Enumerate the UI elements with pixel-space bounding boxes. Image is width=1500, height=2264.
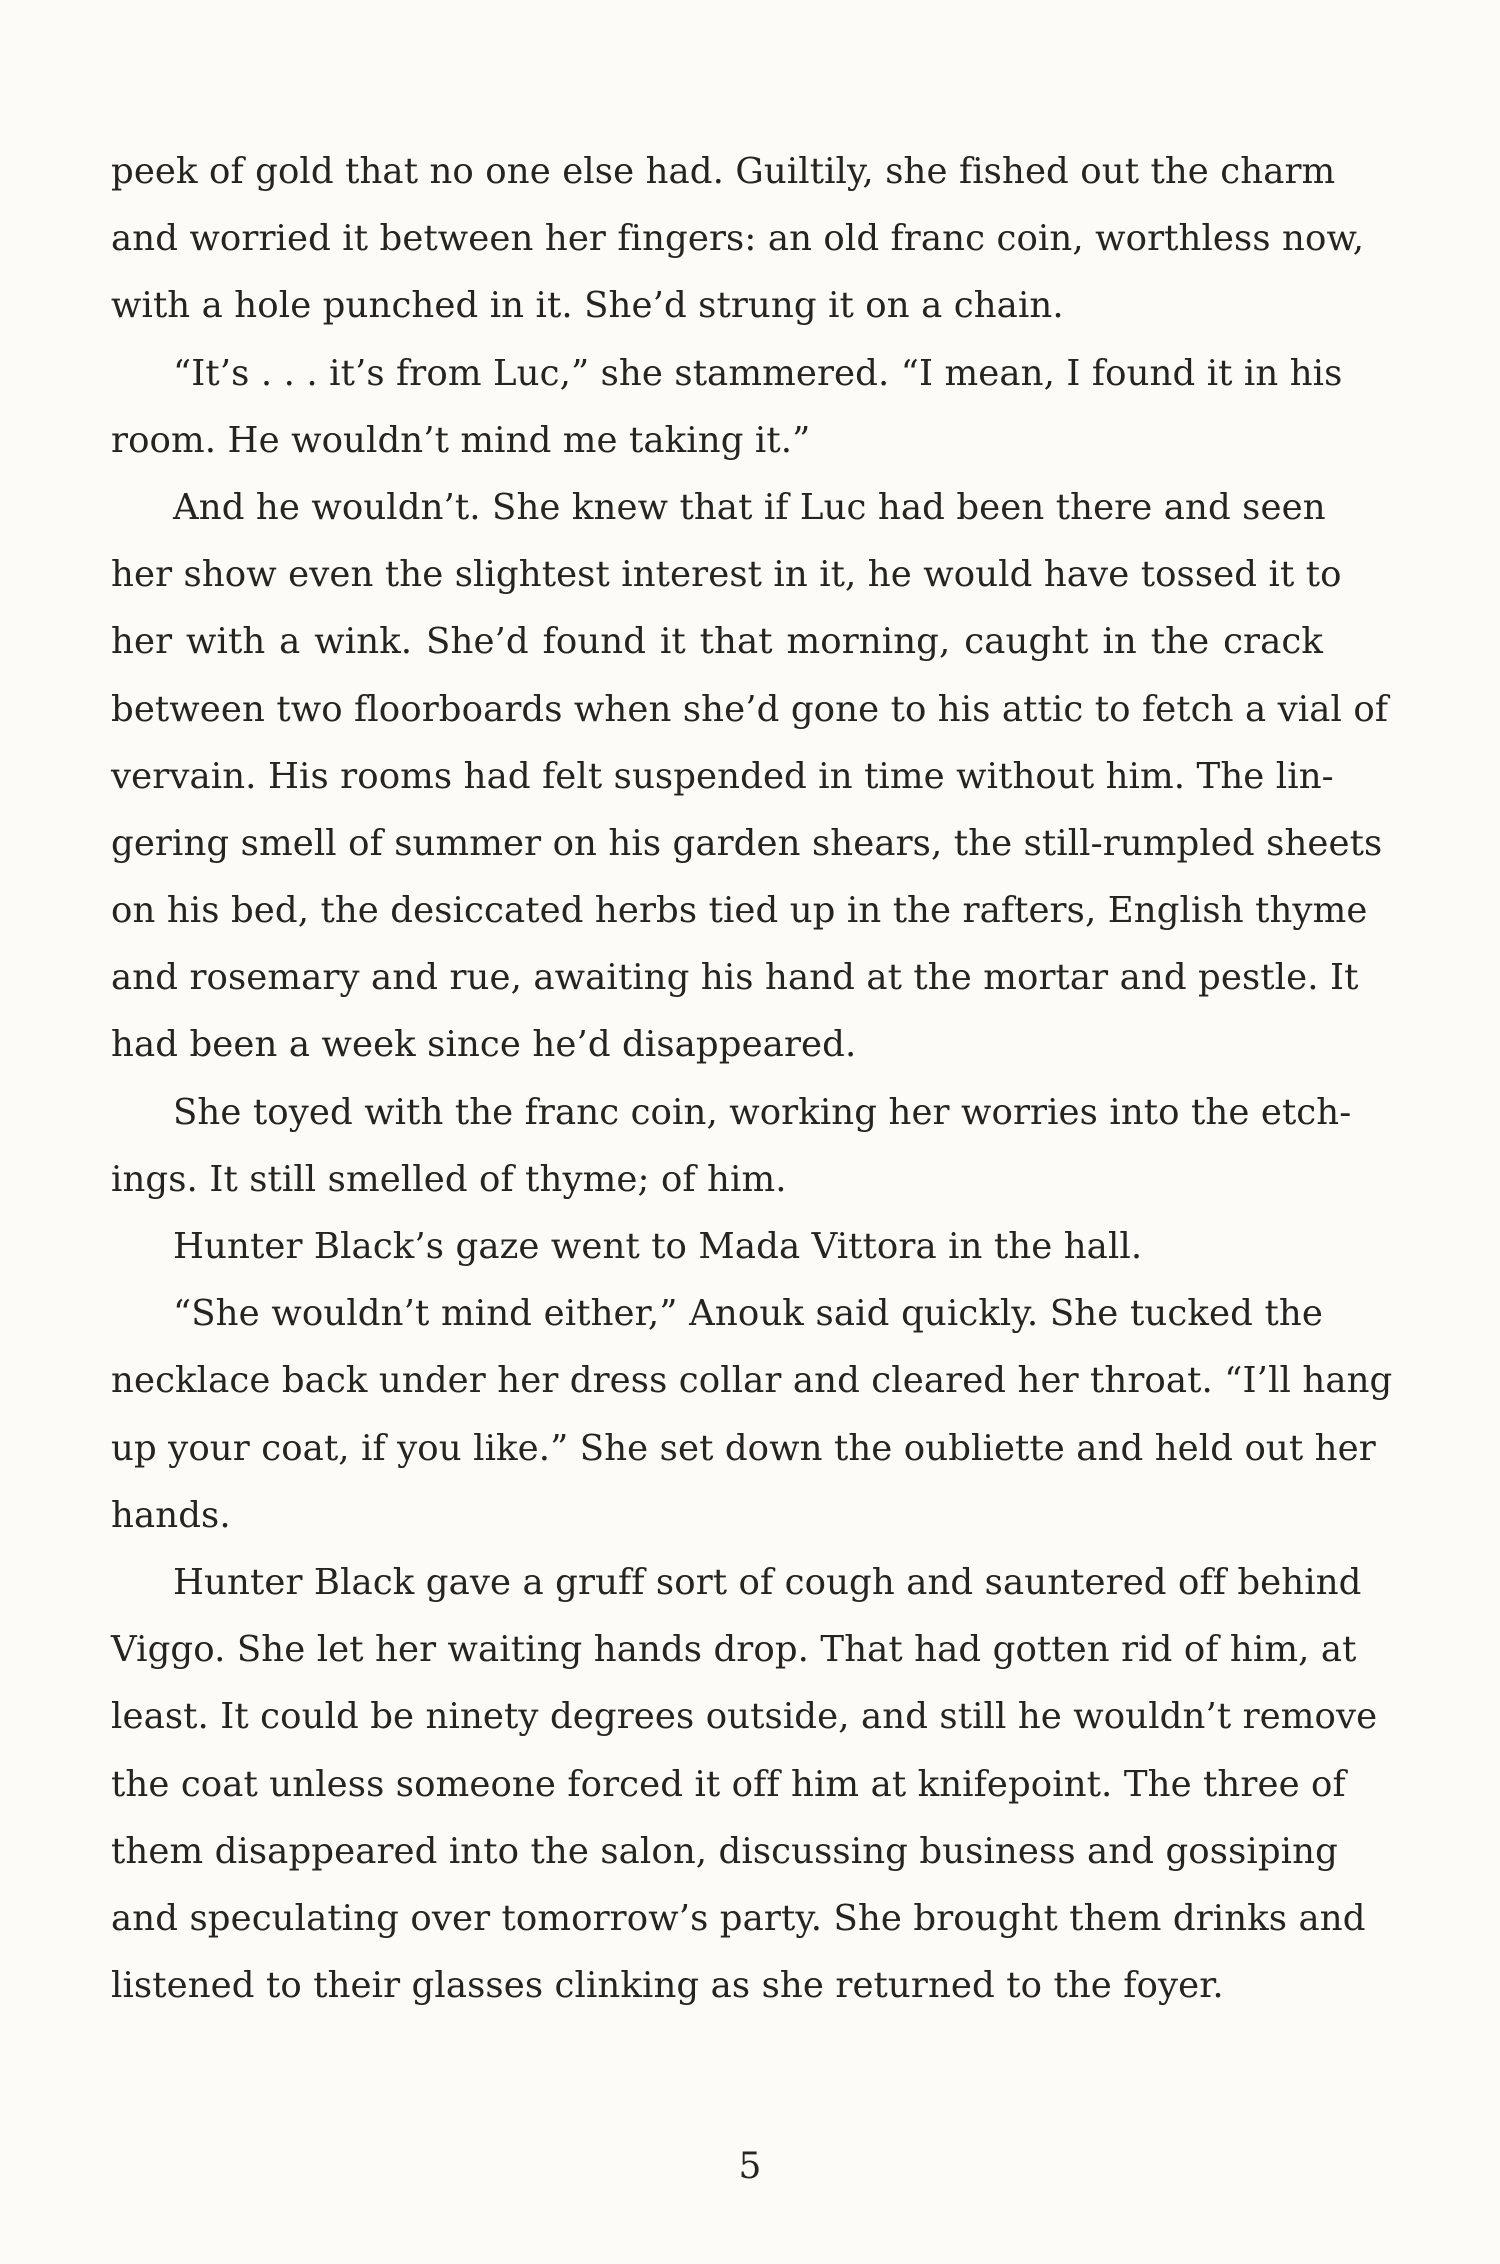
text-line: “She wouldn’t mind either,” Anouk said quickly. She tucked the (173, 1293, 1323, 1335)
text-line: had been a week since he’d disappeared. (111, 1024, 857, 1066)
text-line: She toyed with the franc coin, working her worries into the etch- (173, 1091, 1352, 1133)
text-line: Hunter Black’s gaze went to Mada Vittora in the hall. (173, 1226, 1143, 1267)
text-line: her show even the slightest interest in it, he would have tossed it to (111, 554, 1342, 596)
text-line: gering smell of summer on his garden shears, the still-rumpled sheets (111, 822, 1383, 864)
text-line: up your coat, if you like.” She set down the oubliette and held out her (111, 1427, 1376, 1469)
text-line: ings. It still smelled of thyme; of him. (111, 1158, 787, 1200)
text-line: and rosemary and rue, awaiting his hand at the mortar and pestle. It (111, 957, 1359, 999)
text-line: “It’s . . . it’s from Luc,” she stammered. “I mean, I found it in his (173, 352, 1343, 394)
text-line: the coat unless someone forced it off him at knifepoint. The three of (111, 1763, 1346, 1805)
text-line: hands. (111, 1494, 231, 1536)
text-line: between two floorboards when she’d gone to his attic to fetch a vial of (111, 688, 1389, 730)
text-line: And he wouldn’t. She knew that if Luc had been there and seen (173, 486, 1326, 528)
text-line: with a hole punched in it. She’d strung it on a chain. (111, 285, 1064, 327)
text-line: peek of gold that no one else had. Guiltily, she fished out the charm (111, 151, 1336, 192)
text-line: listened to their glasses clinking as she returned to the foyer. (111, 1965, 1224, 2007)
text-line: her with a wink. She’d found it that morning, caught in the crack (111, 621, 1323, 663)
text-line: Hunter Black gave a gruff sort of cough and sauntered off behind (173, 1561, 1362, 1603)
text-line: Viggo. She let her waiting hands drop. That had gotten rid of him, at (111, 1629, 1357, 1671)
text-line: and worried it between her fingers: an old franc coin, worthless now, (111, 218, 1365, 260)
text-line: and speculating over tomorrow’s party. She brought them drinks and (111, 1897, 1366, 1939)
text-line: on his bed, the desiccated herbs tied up in the rafters, English thyme (111, 890, 1368, 932)
body-text (111, 138, 1393, 2019)
text-line: room. He wouldn’t mind me taking it.” (111, 419, 811, 461)
text-line: them disappeared into the salon, discussing business and gossiping (111, 1830, 1338, 1872)
text-line: vervain. His rooms had felt suspended in time without him. The lin- (111, 755, 1334, 797)
page-number: 5 (738, 2146, 762, 2187)
text-line: least. It could be ninety degrees outside, and still he wouldn’t remove (111, 1696, 1378, 1738)
text-line: necklace back under her dress collar and cleared her throat. “I’ll hang (111, 1360, 1393, 1402)
